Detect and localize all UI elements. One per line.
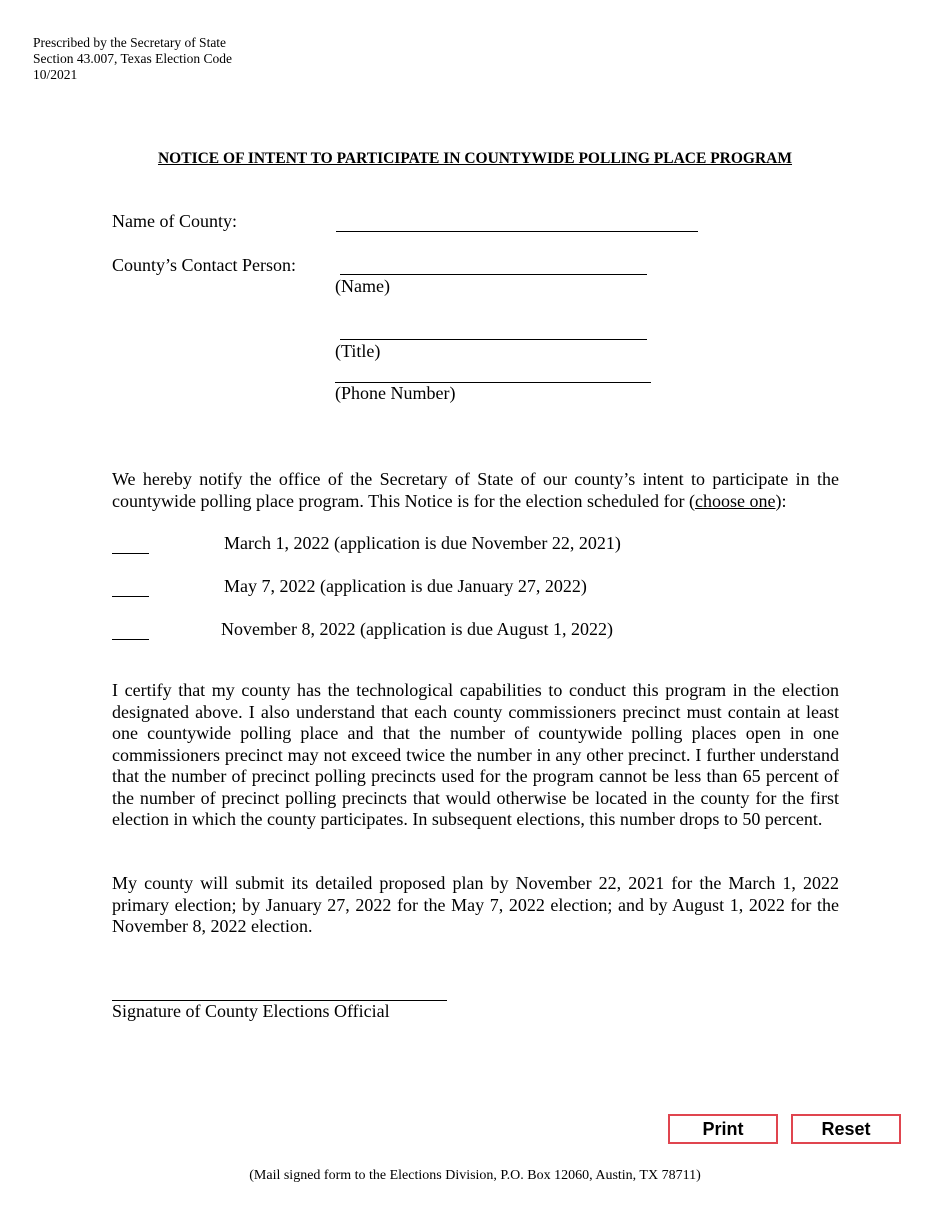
choice-blank-november — [112, 639, 149, 640]
submit-plan-paragraph: My county will submit its detailed proposed plan by November 22, 2021 for the March 1, 2022 primary election; by January 27, 2022 for the May 7, 2022 election; and by August 1, 2022 for the November 8, 2022 election. — [112, 873, 839, 936]
contact-phone-caption: (Phone Number) — [335, 383, 456, 403]
choose-one-text: choose one — [695, 490, 776, 511]
certify-paragraph: I certify that my county has the technological capabilities to conduct this program in the election designated above. I also understand that each county commissioners precinct must contain at least one countywide polling place and that the number of countywide polling places open in one commissioners precinct may not exceed twice the number in any other precinct. I further understand that the number of precinct polling precincts used for the program cannot be less than 65 percent of the number of precinct polling precincts that would otherwise be located in the county for the first election in which the county participates. In subsequent elections, this number drops to 50 percent. — [112, 680, 839, 829]
county-name-line — [336, 231, 698, 232]
mailing-instructions: (Mail signed form to the Elections Division, P.O. Box 12060, Austin, TX 78711) — [249, 1168, 701, 1183]
prescribed-note — [33, 35, 232, 83]
contact-title-line — [340, 339, 647, 340]
contact-name-caption: (Name) — [335, 276, 390, 296]
notice-text: We hereby notify the office of the Secretary of State of our county’s intent to participate in the countywide polling place program. This Notice is for the election scheduled for ( — [112, 469, 839, 511]
reset-button[interactable]: Reset — [791, 1114, 901, 1144]
contact-name-line — [340, 274, 647, 275]
choice-may-label: May 7, 2022 (application is due January 27, 2022) — [224, 576, 587, 596]
choice-march-input[interactable] — [112, 533, 149, 553]
choice-march-label: March 1, 2022 (application is due November 22, 2021) — [224, 533, 621, 553]
county-name-input[interactable] — [338, 210, 696, 230]
print-button[interactable]: Print — [668, 1114, 778, 1144]
contact-title-caption: (Title) — [335, 341, 381, 361]
contact-title-input[interactable] — [342, 318, 645, 338]
form-title: NOTICE OF INTENT TO PARTICIPATE IN COUNTYWIDE POLLING PLACE PROGRAM — [157, 150, 793, 167]
county-name-label: Name of County: — [112, 211, 237, 231]
form-date-line: 10/2021 — [33, 67, 78, 82]
notice-paragraph — [112, 469, 839, 512]
choice-blank-may — [112, 596, 149, 597]
contact-name-input[interactable] — [342, 253, 645, 273]
choice-november-input[interactable] — [112, 619, 149, 639]
contact-phone-input[interactable] — [337, 361, 649, 381]
notice-text-end: ): — [775, 490, 787, 511]
prescribed-line: Prescribed by the Secretary of State — [33, 35, 227, 50]
contact-person-label: County’s Contact Person: — [112, 255, 296, 275]
choice-blank-march — [112, 553, 149, 554]
code-section-line: Section 43.007, Texas Election Code — [33, 51, 233, 66]
choice-may-input[interactable] — [112, 576, 149, 596]
choice-november-label: November 8, 2022 (application is due August 1, 2022) — [221, 619, 613, 639]
signature-caption: Signature of County Elections Official — [112, 1001, 390, 1021]
